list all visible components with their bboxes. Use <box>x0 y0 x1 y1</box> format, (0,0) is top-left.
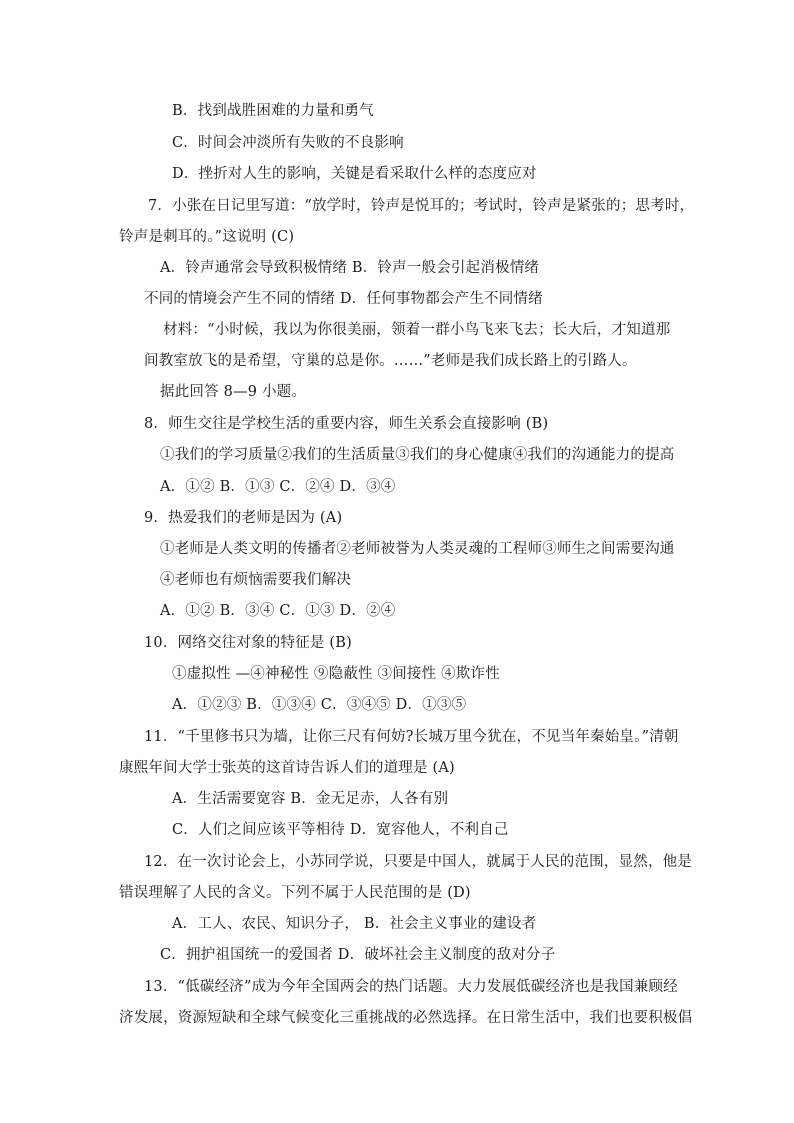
question-text: 铃声是刺耳的。”这说明 (C) <box>119 229 295 245</box>
option-line: B．找到战胜困难的力量和勇气 <box>172 103 374 119</box>
instruction-text: 据此回答 8—9 小题。 <box>160 384 307 400</box>
statement-line: ①老师是人类文明的传播者②老师被誉为人类灵魂的工程师③师生之间需要沟通 <box>160 541 675 557</box>
option-line: A．①② B．③④ C．①③ D．②④ <box>160 603 396 619</box>
question-text: 10．网络交往对象的特征是 (B) <box>144 635 352 651</box>
question-text: 13．“低碳经济”成为今年全国两会的热门话题。大力发展低碳经济也是我国兼顾经 <box>144 979 678 995</box>
option-line: 不同的情境会产生不同的情绪 D．任何事物都会产生不同情绪 <box>144 291 543 307</box>
question-text: 7．小张在日记里写道：“放学时，铃声是悦耳的；考试时，铃声是紧张的；思考时， <box>148 198 695 214</box>
question-text: 康熙年间大学士张英的这首诗告诉人们的道理是 (A) <box>119 760 455 776</box>
option-line: A．铃声通常会导致积极情绪 B．铃声一般会引起消极情绪 <box>160 260 540 276</box>
question-text: 9．热爱我们的老师是因为 (A) <box>144 510 343 526</box>
question-text: 12．在一次讨论会上，小苏同学说，只要是中国人，就属于人民的范围，显然，他是 <box>144 854 693 870</box>
option-line: C．时间会冲淡所有失败的不良影响 <box>172 135 404 151</box>
option-line: A．①②③ B．①③④ C．③④⑤ D．①③⑤ <box>172 697 467 713</box>
option-line: C．拥护祖国统一的爱国者 D．破坏社会主义制度的敌对分子 <box>160 947 556 963</box>
option-line: D．挫折对人生的影响，关键是看采取什么样的态度应对 <box>172 166 537 182</box>
option-line: A．①② B．①③ C．②④ D．③④ <box>160 479 396 495</box>
statement-line: ①我们的学习质量②我们的生活质量③我们的身心健康④我们的沟通能力的提高 <box>160 447 675 463</box>
option-line: A．生活需要宽容 B．金无足赤，人各有别 <box>172 791 449 807</box>
material-text: 材料：“小时候，我以为你很美丽，领着一群小鸟飞来飞去；长大后，才知道那 <box>163 322 671 338</box>
statement-line: ①虚拟性 —④神秘性 ⑨隐蔽性 ③间接性 ④欺诈性 <box>172 666 500 682</box>
question-text: 错误理解了人民的含义。下列不属于人民范围的是 (D) <box>119 885 471 901</box>
question-text: 11．“千里修书只为墙，让你三尺有何妨?长城万里今犹在，不见当年秦始皇。”清朝 <box>144 729 679 745</box>
question-text: 8．师生交往是学校生活的重要内容，师生关系会直接影响 (B) <box>144 416 549 432</box>
option-line: C．人们之间应该平等相待 D．宽容他人，不利自己 <box>172 822 509 838</box>
question-text: 济发展，资源短缺和全球气候变化三重挑战的必然选择。在日常生活中，我们也要积极倡 <box>119 1010 693 1026</box>
option-line: A．工人、农民、知识分子， B．社会主义事业的建设者 <box>172 916 537 932</box>
statement-line: ④老师也有烦恼需要我们解决 <box>160 572 352 588</box>
material-text: 间教室放飞的是希望，守巢的总是你。……”老师是我们成长路上的引路人。 <box>144 353 637 369</box>
